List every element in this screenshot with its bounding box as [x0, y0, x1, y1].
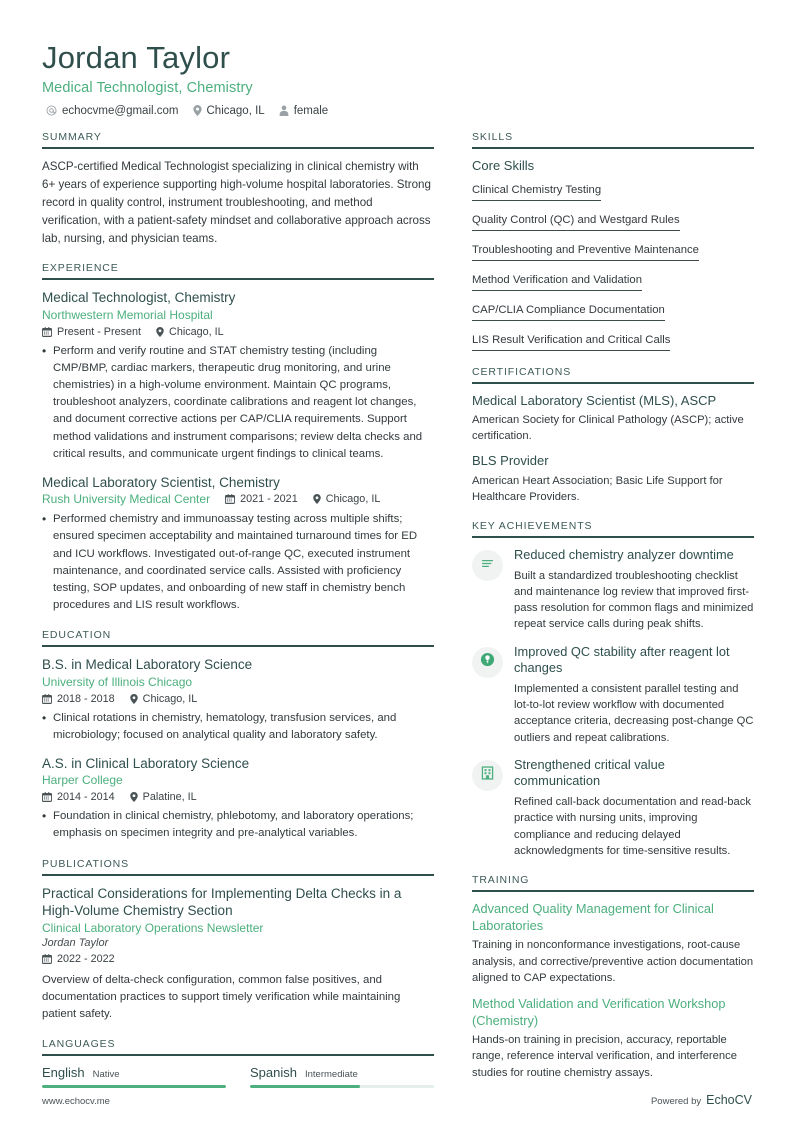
training-name: Method Validation and Verification Workshop (Chemistry) — [472, 995, 726, 1028]
certification-description: American Society for Clinical Pathology (ASCP); active certification. — [472, 413, 744, 443]
publication-entry — [42, 885, 434, 1023]
skill-label: LIS Result Verification and Critical Calls — [472, 334, 670, 351]
resume-columns — [42, 131, 752, 1103]
language-item — [42, 1065, 226, 1088]
section-education — [42, 629, 434, 843]
contact-location — [193, 105, 265, 117]
experience-meta — [42, 492, 434, 506]
lines-icon — [481, 557, 494, 575]
experience-organization: Rush University Medical Center — [42, 492, 211, 507]
language-proficiency-fill — [250, 1085, 360, 1088]
contact-row — [42, 105, 752, 117]
section-divider — [42, 278, 434, 280]
achievement-item — [472, 757, 754, 859]
section-heading-skills: SKILLS — [472, 130, 514, 143]
section-heading-training: TRAINING — [472, 874, 530, 887]
achievement-icon-wrapper — [472, 760, 503, 791]
achievement-item — [472, 547, 754, 633]
page-title: Jordan Taylor — [42, 40, 231, 75]
experience-location-text: Chicago, IL — [325, 493, 381, 506]
training-item — [472, 901, 754, 986]
contact-location-text: Chicago, IL — [206, 104, 265, 117]
achievement-description: Refined call-back documentation and read-back practice with nursing units, improving compliance and reducing delayed acknowledgments for time-sensitive results. — [514, 796, 751, 857]
skill-item — [472, 240, 754, 261]
section-divider — [472, 382, 754, 384]
section-divider — [472, 536, 754, 538]
experience-location — [156, 326, 224, 338]
language-header — [250, 1065, 434, 1080]
location-pin-icon — [130, 694, 138, 704]
resume-footer — [42, 1093, 752, 1107]
education-location — [130, 693, 198, 705]
training-name: Advanced Quality Management for Clinical Laboratories — [472, 901, 714, 933]
experience-dates — [225, 493, 298, 505]
certification-description: American Heart Association; Basic Life Support for Healthcare Providers. — [472, 474, 723, 503]
section-divider — [42, 874, 434, 876]
certification-item — [472, 453, 754, 505]
training-item — [472, 996, 754, 1081]
education-dates-text: 2014 - 2014 — [57, 791, 115, 804]
skill-label: CAP/CLIA Compliance Documentation — [472, 304, 665, 321]
education-bullets — [42, 710, 434, 744]
skill-label: Method Verification and Validation — [472, 274, 642, 291]
section-experience — [42, 262, 434, 614]
achievement-body — [514, 644, 754, 746]
achievement-body — [514, 757, 754, 859]
location-pin-icon — [130, 792, 138, 802]
experience-entry — [42, 289, 434, 462]
calendar-icon — [42, 327, 52, 337]
experience-location-text: Chicago, IL — [169, 326, 224, 339]
education-degree: A.S. in Clinical Laboratory Science — [42, 755, 250, 771]
education-entry — [42, 656, 434, 744]
section-heading-key-achievements: KEY ACHIEVEMENTS — [472, 520, 593, 533]
footer-website[interactable]: www.echocv.me — [42, 1096, 110, 1107]
language-level: Native — [92, 1068, 120, 1080]
education-bullets — [42, 808, 434, 842]
section-heading-education: EDUCATION — [42, 629, 112, 641]
left-column — [42, 131, 434, 1103]
footer-powered-by — [651, 1093, 752, 1107]
certification-name: Medical Laboratory Scientist (MLS), ASCP — [472, 392, 717, 408]
experience-entry — [42, 474, 434, 614]
publication-dates-text: 2022 - 2022 — [57, 952, 115, 965]
calendar-icon — [225, 494, 235, 504]
language-name: English — [42, 1064, 85, 1080]
achievement-icon-wrapper — [472, 647, 503, 678]
experience-bullets — [42, 511, 434, 614]
achievement-title: Reduced chemistry analyzer downtime — [514, 547, 734, 563]
location-pin-icon — [156, 327, 164, 337]
achievement-item — [472, 644, 754, 746]
skills-group-title: Core Skills — [472, 157, 535, 173]
skill-item — [472, 180, 754, 201]
section-key-achievements — [472, 520, 754, 859]
section-heading-certifications: CERTIFICATIONS — [472, 365, 572, 378]
location-pin-icon — [193, 105, 202, 116]
footer-brand: EchoCV — [706, 1093, 752, 1107]
contact-gender — [279, 105, 329, 117]
language-item — [250, 1065, 434, 1088]
publication-meta — [42, 953, 434, 965]
training-description: Training in nonconformance investigations, root-cause analysis, and corrective/preventive action documentation aligned to CAP expectations. — [472, 939, 754, 984]
education-dates — [42, 693, 115, 705]
section-heading-publications: PUBLICATIONS — [42, 857, 130, 870]
footer-powered-label: Powered by — [650, 1096, 702, 1107]
experience-organization: Northwestern Memorial Hospital — [42, 308, 213, 323]
section-heading-experience: EXPERIENCE — [42, 262, 119, 275]
list-item: • Performed chemistry and immunoassay testing across multiple shifts; ensured specimen acceptability and maintained turnaround times for ED and ICU workflows. Investigated out-of-range QC, executed instrument maintenance, and coordinated service calls. Assisted with proficiency testing, SOP updates, and onboarding of new staff in chemistry bench procedures and LIS result workflows. — [42, 511, 434, 614]
achievement-body — [514, 547, 754, 633]
list-item: • Foundation in clinical chemistry, phlebotomy, and laboratory operations; emphasis on specimen integrity and pre-analytical variables. — [42, 808, 434, 842]
certification-item — [472, 393, 754, 445]
calendar-icon — [42, 954, 52, 964]
list-item: • Clinical rotations in chemistry, hematology, transfusion services, and microbiology; focused on analytical quality and laboratory safety. — [42, 710, 434, 744]
contact-email[interactable] — [46, 105, 179, 117]
achievement-title: Improved QC stability after reagent lot changes — [514, 643, 730, 676]
skill-label: Quality Control (QC) and Westgard Rules — [472, 214, 680, 231]
education-school: University of Illinois Chicago — [42, 674, 193, 689]
experience-title: Medical Technologist, Chemistry — [42, 290, 236, 306]
publication-authors: Jordan Taylor — [42, 936, 109, 949]
achievement-description: Implemented a consistent parallel testing and lot-to-lot review workflow with documented acceptance criteria, decreasing post-change QC outliers and repeat calibrations. — [514, 682, 754, 744]
calendar-icon — [42, 694, 52, 704]
experience-dates — [42, 326, 141, 338]
experience-location — [313, 493, 381, 505]
language-proficiency-bar — [42, 1085, 226, 1088]
location-pin-icon — [313, 494, 321, 504]
education-location — [130, 791, 197, 803]
education-dates — [42, 791, 115, 803]
section-languages — [42, 1038, 434, 1088]
resume-header — [42, 40, 752, 117]
right-column — [472, 131, 754, 1103]
section-divider — [42, 645, 434, 647]
contact-gender-text: female — [293, 104, 329, 117]
section-publications — [42, 858, 434, 1023]
skill-label: Clinical Chemistry Testing — [472, 184, 601, 201]
skill-item — [472, 210, 754, 231]
summary-text: ASCP-certified Medical Technologist specializing in clinical chemistry with 6+ years of experience supporting high-volume hospital laboratories. Strong record in quality control, instrument troubleshooting, and method verification, with a patient-safety mindset and collaborative approach across lab, nursing, and physician teams. — [42, 159, 431, 245]
languages-grid — [42, 1065, 434, 1088]
section-heading-languages: LANGUAGES — [42, 1037, 116, 1050]
achievement-title: Strengthened critical value communication — [514, 756, 665, 789]
education-meta — [42, 693, 434, 705]
publication-description: Overview of delta-check configuration, common false positives, and documentation practices to support timely verification while maintaining patient safety. — [42, 973, 401, 1020]
achievement-icon-wrapper — [472, 550, 503, 581]
publication-journal: Clinical Laboratory Operations Newsletter — [42, 920, 264, 935]
skill-label: Troubleshooting and Preventive Maintenance — [472, 244, 699, 261]
education-school: Harper College — [42, 773, 123, 788]
section-heading-summary: SUMMARY — [42, 130, 102, 143]
section-training — [472, 874, 754, 1081]
job-title: Medical Technologist, Chemistry — [42, 79, 253, 96]
achievement-description: Built a standardized troubleshooting checklist and maintenance log review that improved first-pass resolution for common flags and minimized repeat service calls during peak shifts. — [514, 569, 754, 631]
skill-item — [472, 300, 754, 321]
section-divider — [472, 147, 754, 149]
education-location-text: Chicago, IL — [142, 692, 198, 705]
publication-dates — [42, 953, 115, 965]
section-summary — [42, 131, 434, 248]
building-icon — [481, 766, 494, 785]
badge-icon — [480, 652, 495, 672]
education-degree: B.S. in Medical Laboratory Science — [42, 657, 253, 672]
language-name: Spanish — [250, 1064, 297, 1080]
language-header — [42, 1065, 226, 1080]
language-proficiency-fill — [42, 1085, 226, 1088]
experience-dates-text: Present - Present — [57, 326, 142, 339]
certification-name: BLS Provider — [472, 453, 549, 469]
experience-bullets — [42, 343, 434, 463]
experience-title: Medical Laboratory Scientist, Chemistry — [42, 474, 280, 490]
experience-dates-text: 2021 - 2021 — [240, 493, 298, 506]
email-icon — [46, 105, 57, 116]
calendar-icon — [42, 792, 52, 802]
section-skills — [472, 131, 754, 351]
education-meta — [42, 791, 434, 803]
education-location-text: Palatine, IL — [142, 791, 197, 804]
section-divider — [42, 1054, 434, 1056]
education-entry — [42, 755, 434, 843]
person-icon — [279, 105, 289, 116]
language-proficiency-bar — [250, 1085, 434, 1088]
contact-email-text: echocvme@gmail.com — [62, 104, 179, 117]
education-dates-text: 2018 - 2018 — [57, 692, 115, 705]
training-description: Hands-on training in precision, accuracy, reportable range, reference interval verification, and interference studies for routine chemistry assays. — [472, 1034, 737, 1079]
section-divider — [42, 147, 434, 149]
list-item: • Perform and verify routine and STAT chemistry testing (including CMP/BMP, cardiac markers, therapeutic drug monitoring, and urine chemistries) in a high-volume environment. Maintain QC programs, troubleshoot analyzers, coordinate calibrations and reagent lot changes, and document corrective actions per CAP/CLIA requirements. Support method validations and instrument comparisons; review delta checks and critical results, and communicate urgent findings to clinical teams. — [42, 343, 434, 463]
skill-item — [472, 330, 754, 351]
section-divider — [472, 890, 754, 892]
experience-meta — [42, 326, 434, 338]
section-certifications — [472, 366, 754, 505]
skill-item — [472, 270, 754, 291]
publication-title: Practical Considerations for Implementing Delta Checks in a High-Volume Chemistry Section — [42, 885, 402, 919]
language-level: Intermediate — [304, 1068, 358, 1080]
